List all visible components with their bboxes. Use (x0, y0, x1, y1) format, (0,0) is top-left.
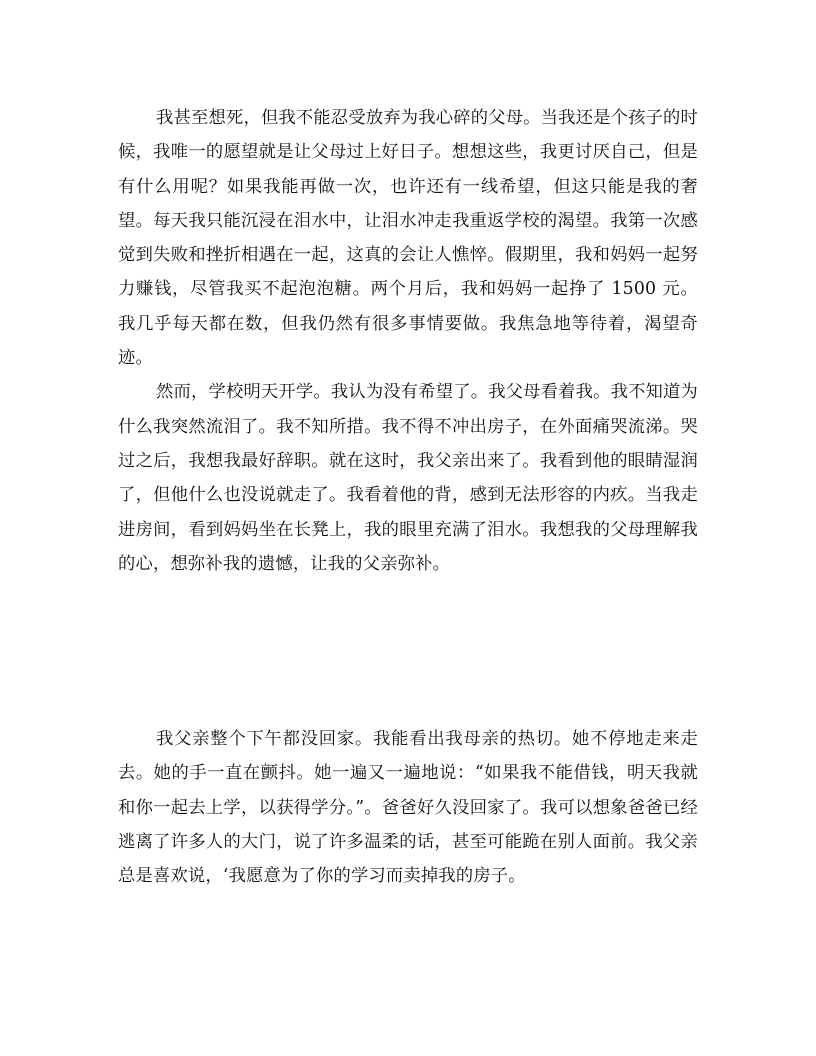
text-block-lower (118, 722, 698, 893)
paragraph-2: 然而，学校明天开学。我认为没有希望了。我父母看着我。我不知道为什么我突然流泪了。我不知所措。我不得不冲出房子，在外面痛哭流涕。哭过之后，我想我最好辞职。就在这时，我父亲出来了。我看到他的眼睛湿润了，但他什么也没说就走了。我看着他的背，感到无法形容的内疚。当我走进房间，看到妈妈坐在长凳上，我的眼里充满了泪水。我想我的父母理解我的心，想弥补我的遗憾，让我的父亲弥补。 (118, 382, 698, 574)
text-block-upper (118, 101, 698, 581)
paragraph-3: 我父亲整个下午都没回家。我能看出我母亲的热切。她不停地走来走去。她的手一直在颤抖。她一遍又一遍地说：“如果我不能借钱，明天我就和你一起去上学，以获得学分。”。爸爸好久没回家了。我可以想象爸爸已经逃离了许多人的大门，说了许多温柔的话，甚至可能跪在别人面前。我父亲总是喜欢说，‘我愿意为了你的学习而卖掉我的房子。 (118, 729, 698, 887)
paragraph-1: 我甚至想死，但我不能忍受放弃为我心碎的父母。当我还是个孩子的时候，我唯一的愿望就是让父母过上好日子。想想这些，我更讨厌自己，但是有什么用呢？如果我能再做一次，也许还有一线希望，但这只能是我的奢望。每天我只能沉浸在泪水中，让泪水冲走我重返学校的渴望。我第一次感觉到失败和挫折相遇在一起，这真的会让人憔悴。假期里，我和妈妈一起努力赚钱，尽管我买不起泡泡糖。两个月后，我和妈妈一起挣了 1500 元。我几乎每天都在数，但我仍然有很多事情要做。我焦急地等待着，渴望奇迹。 (118, 108, 698, 369)
